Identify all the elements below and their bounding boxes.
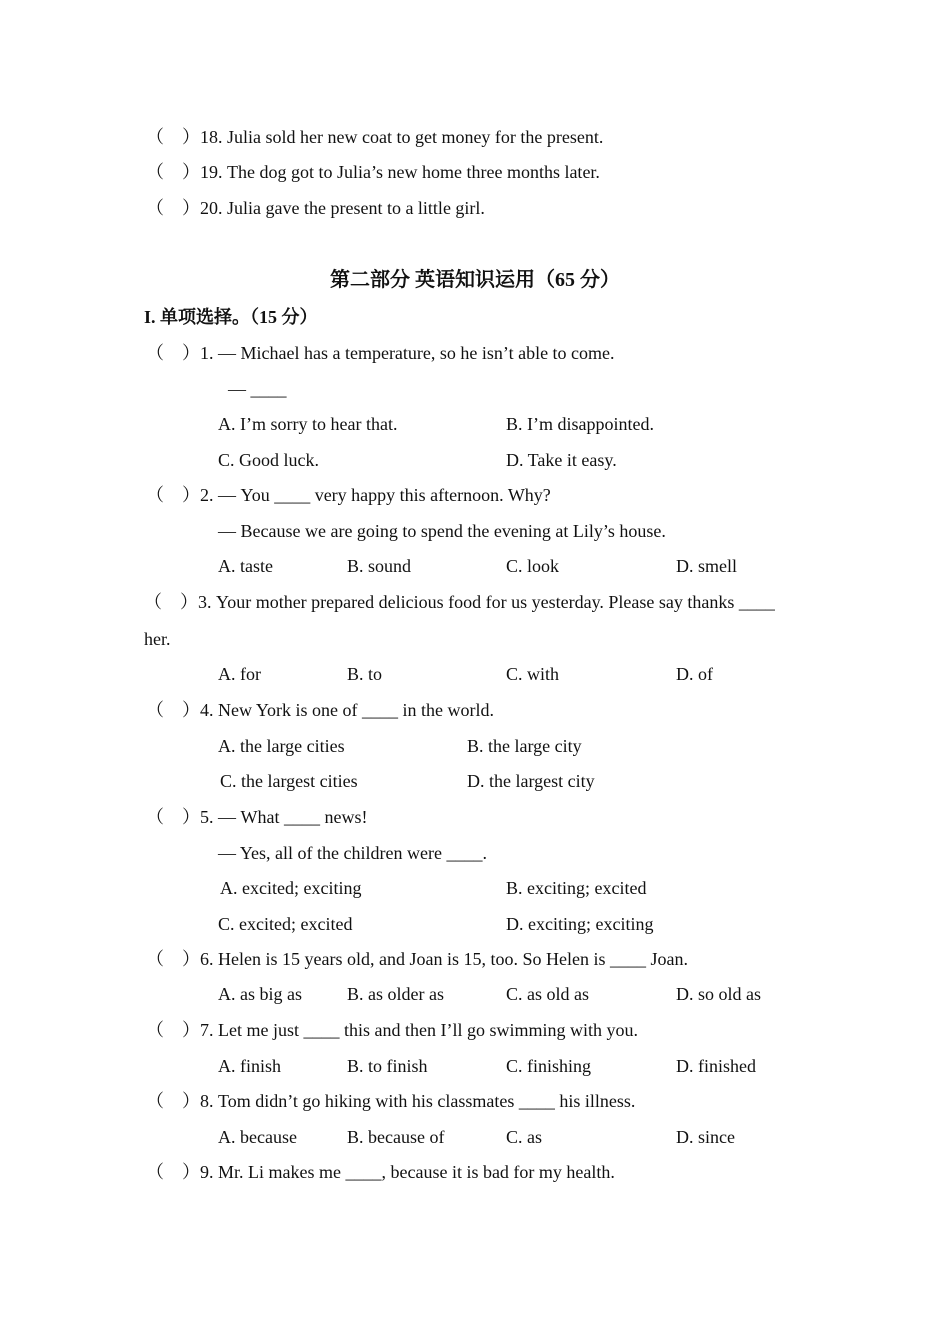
question-7-option-c: C. finishing xyxy=(506,1056,592,1076)
section-title: I. 单项选择。（15 分） xyxy=(144,307,318,327)
question-8-option-b: B. because of xyxy=(347,1127,445,1147)
tf-item-20: （ ）20. Julia gave the present to a little girl. xyxy=(146,198,485,218)
question-3-option-b: B. to xyxy=(347,664,383,684)
question-5-option-c: C. excited; excited xyxy=(218,914,353,934)
question-4-option-b: B. the large city xyxy=(467,736,582,756)
question-3-option-d: D. of xyxy=(676,664,713,684)
question-1-option-c: C. Good luck. xyxy=(218,450,319,470)
question-1-stem: （ ）1. — Michael has a temperature, so he isn’t able to come. xyxy=(146,343,615,363)
question-8-stem: （ ）8. Tom didn’t go hiking with his classmates ____ his illness. xyxy=(146,1091,636,1111)
question-7-option-d: D. finished xyxy=(676,1056,756,1076)
question-3-option-a: A. for xyxy=(218,664,261,684)
question-5-reply: — Yes, all of the children were ____. xyxy=(218,843,487,863)
question-1-reply: — ____ xyxy=(228,379,287,399)
question-7-stem: （ ）7. Let me just ____ this and then I’ll go swimming with you. xyxy=(146,1020,638,1040)
question-7-option-a: A. finish xyxy=(218,1056,281,1076)
question-1-option-a: A. I’m sorry to hear that. xyxy=(218,414,398,434)
question-9-stem: （ ）9. Mr. Li makes me ____, because it is bad for my health. xyxy=(146,1162,615,1182)
question-2-option-b: B. sound xyxy=(347,556,412,576)
question-6-option-a: A. as big as xyxy=(218,984,302,1004)
tf-item-19: （ ）19. The dog got to Julia’s new home three months later. xyxy=(146,162,600,182)
question-2-option-d: D. smell xyxy=(676,556,737,576)
question-1-option-b: B. I’m disappointed. xyxy=(506,414,654,434)
part-title: 第二部分 英语知识运用（65 分） xyxy=(330,269,620,291)
question-6-option-d: D. so old as xyxy=(676,984,761,1004)
question-7-option-b: B. to finish xyxy=(347,1056,428,1076)
question-3-stem: （ ）3. Your mother prepared delicious food for us yesterday. Please say thanks ____ xyxy=(144,592,775,612)
question-4-stem: （ ）4. New York is one of ____ in the world. xyxy=(146,700,494,720)
question-2-option-c: C. look xyxy=(506,556,560,576)
question-4-option-c: C. the largest cities xyxy=(220,771,358,791)
question-5-stem: （ ）5. — What ____ news! xyxy=(146,807,368,827)
question-6-option-c: C. as old as xyxy=(506,984,589,1004)
question-8-option-d: D. since xyxy=(676,1127,735,1147)
question-8-option-a: A. because xyxy=(218,1127,297,1147)
question-8-option-c: C. as xyxy=(506,1127,542,1147)
question-2-reply: — Because we are going to spend the evening at Lily’s house. xyxy=(218,521,666,541)
question-3-option-c: C. with xyxy=(506,664,560,684)
question-5-option-b: B. exciting; excited xyxy=(506,878,647,898)
tf-item-18: （ ）18. Julia sold her new coat to get money for the present. xyxy=(146,127,604,147)
question-3-stem-continued: her. xyxy=(144,629,171,649)
question-6-stem: （ ）6. Helen is 15 years old, and Joan is 15, too. So Helen is ____ Joan. xyxy=(146,949,688,969)
question-4-option-d: D. the largest city xyxy=(467,771,595,791)
question-2-option-a: A. taste xyxy=(218,556,273,576)
question-2-stem: （ ）2. — You ____ very happy this afternoon. Why? xyxy=(146,485,551,505)
question-5-option-d: D. exciting; exciting xyxy=(506,914,654,934)
question-6-option-b: B. as older as xyxy=(347,984,444,1004)
question-5-option-a: A. excited; exciting xyxy=(220,878,362,898)
question-1-option-d: D. Take it easy. xyxy=(506,450,617,470)
question-4-option-a: A. the large cities xyxy=(218,736,345,756)
